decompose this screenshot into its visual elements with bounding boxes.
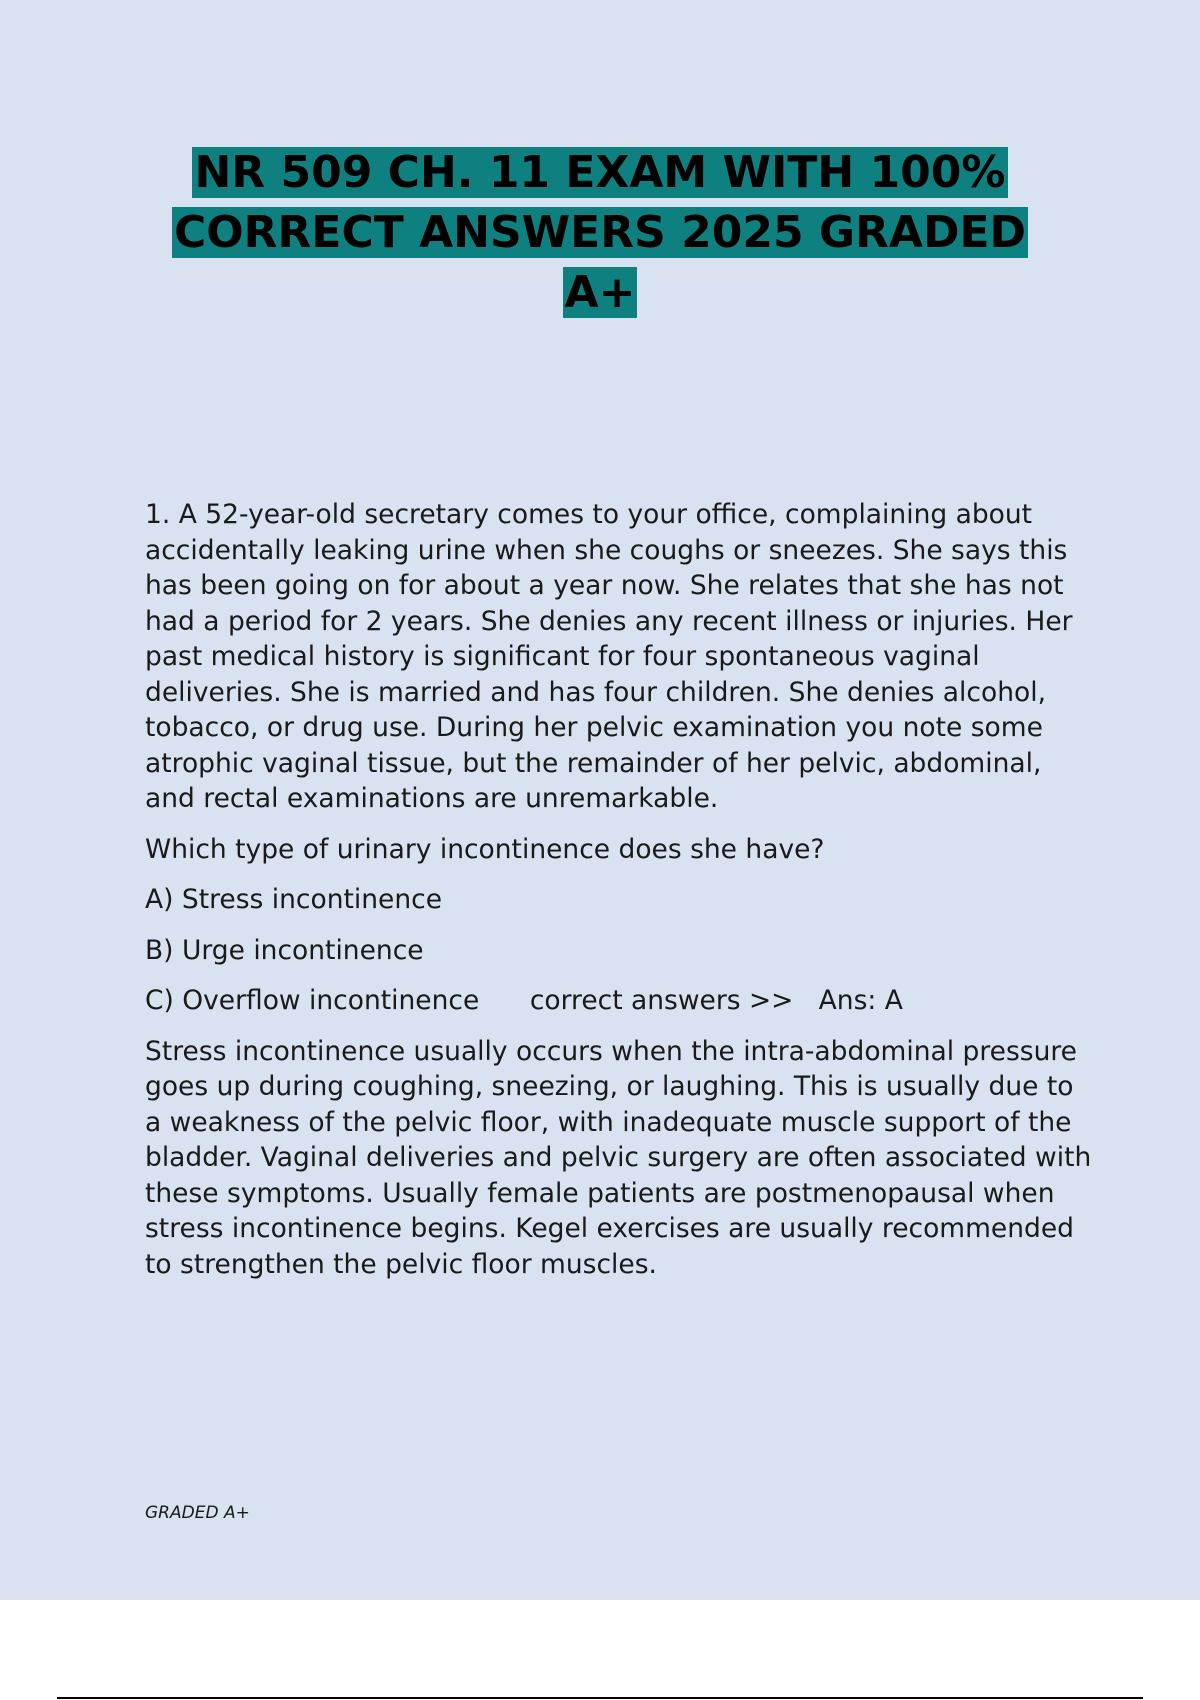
document-title-text: NR 509 CH. 11 EXAM WITH 100% CORRECT ANSWERS 2025 GRADED A+: [173, 147, 1027, 318]
question-prompt: Which type of urinary incontinence does she have?: [145, 833, 825, 865]
option-b: B) Urge incontinence: [145, 934, 424, 966]
bottom-divider: [57, 1697, 1143, 1699]
option-c: C) Overflow incontinence: [145, 985, 480, 1016]
page-footer: GRADED A+: [145, 1503, 250, 1523]
answer-rationale: Stress incontinence usually occurs when the intra-abdominal pressure goes up during coughing, sneezing, or laughing. This is usually due to a weakness of the pelvic floor, with inadequate muscle support of the bladder. Vaginal deliveries and pelvic surgery are often associated with these symptoms. Usually female patients are postmenopausal when stress incontinence begins. Kegel exercises are usually recommended to strengthen the pelvic floor muscles.: [145, 1035, 1092, 1280]
option-a: A) Stress incontinence: [145, 884, 443, 915]
question-block: [145, 497, 1095, 1297]
answer-marker: correct answers >>: [529, 985, 794, 1016]
document-title: [130, 143, 1070, 323]
question-stem: 1. A 52-year-old secretary comes to your office, complaining about accidentally leaking urine when she coughs or sneezes. She says this has been going on for about a year now. She relates that she has not had a period for 2 years. She denies any recent illness or injuries. Her past medical history is significant for four spontaneous vaginal deliveries. She is married and has four children. She denies alcohol, tobacco, or drug use. During her pelvic examination you note some atrophic vaginal tissue, but the remainder of her pelvic, abdominal, and rectal examinations are unremarkable.: [145, 499, 1073, 814]
answer-value: Ans: A: [818, 985, 903, 1016]
option-c-line: [145, 983, 1095, 1019]
